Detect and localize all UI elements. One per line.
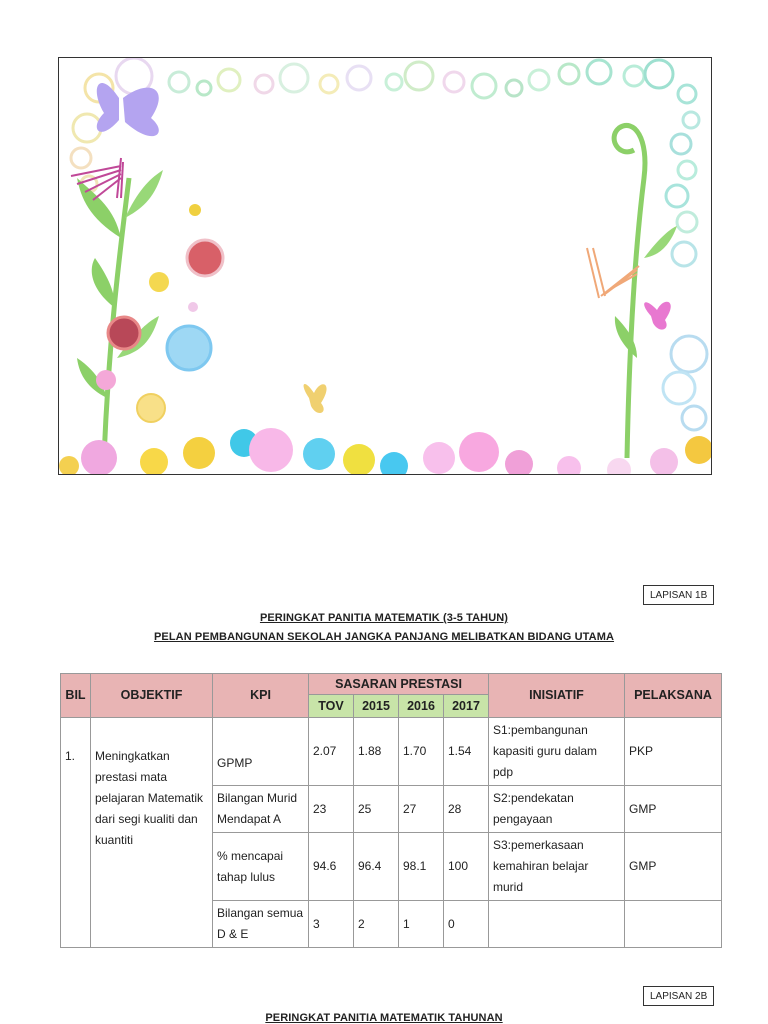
tov-cell: 2.07: [309, 718, 354, 786]
year-2016-cell: 1: [399, 901, 444, 948]
kpi-cell: Bilangan semua D & E: [213, 901, 309, 948]
header-objektif: OBJEKTIF: [91, 674, 213, 718]
floral-border-illustration: [59, 58, 712, 475]
kpi-cell: GPMP: [213, 718, 309, 786]
tov-cell: 23: [309, 786, 354, 833]
tov-cell: 3: [309, 901, 354, 948]
header-year-2015: 2015: [354, 695, 399, 718]
year-2015-cell: 25: [354, 786, 399, 833]
header-inisiatif: INISIATIF: [489, 674, 625, 718]
inisiatif-cell: S2:pendekatan pengayaan: [489, 786, 625, 833]
tov-cell: 94.6: [309, 833, 354, 901]
year-2017-cell: 100: [444, 833, 489, 901]
decorative-frame: [58, 57, 712, 475]
plan-table: [60, 673, 722, 948]
year-2016-cell: 98.1: [399, 833, 444, 901]
year-2015-cell: 96.4: [354, 833, 399, 901]
lapisan-2b-label: LAPISAN 2B: [643, 986, 714, 1006]
kpi-cell: % mencapai tahap lulus: [213, 833, 309, 901]
header-kpi: KPI: [213, 674, 309, 718]
year-2016-cell: 27: [399, 786, 444, 833]
header-year-2017: 2017: [444, 695, 489, 718]
objective-text: Meningkatkan prestasi mata pelajaran Matematik dari segi kualiti dan kuantiti: [91, 718, 213, 948]
header-sasaran-prestasi: SASARAN PRESTASI: [309, 674, 489, 695]
year-2017-cell: 28: [444, 786, 489, 833]
kpi-cell: Bilangan Murid Mendapat A: [213, 786, 309, 833]
pelaksana-cell: [625, 901, 722, 948]
pelaksana-cell: GMP: [625, 833, 722, 901]
inisiatif-cell: S3:pemerkasaan kemahiran belajar murid: [489, 833, 625, 901]
section-subtitle: PELAN PEMBANGUNAN SEKOLAH JANGKA PANJANG MELIBATKAN BIDANG UTAMA: [153, 631, 615, 643]
header-pelaksana: PELAKSANA: [625, 674, 722, 718]
year-2016-cell: 1.70: [399, 718, 444, 786]
lapisan-1b-label: LAPISAN 1B: [643, 585, 714, 605]
table-row: [61, 718, 722, 786]
year-2015-cell: 2: [354, 901, 399, 948]
annual-section-title: PERINGKAT PANITIA MATEMATIK TAHUNAN: [265, 1012, 503, 1024]
inisiatif-cell: [489, 901, 625, 948]
year-2017-cell: 1.54: [444, 718, 489, 786]
header-year-2016: 2016: [399, 695, 444, 718]
header-year-tov: TOV: [309, 695, 354, 718]
row-number: 1.: [61, 718, 91, 948]
section-title: PERINGKAT PANITIA MATEMATIK (3-5 TAHUN): [259, 612, 509, 624]
header-bil: BIL: [61, 674, 91, 718]
pelaksana-cell: GMP: [625, 786, 722, 833]
year-2017-cell: 0: [444, 901, 489, 948]
year-2015-cell: 1.88: [354, 718, 399, 786]
pelaksana-cell: PKP: [625, 718, 722, 786]
inisiatif-cell: S1:pembangunan kapasiti guru dalam pdp: [489, 718, 625, 786]
